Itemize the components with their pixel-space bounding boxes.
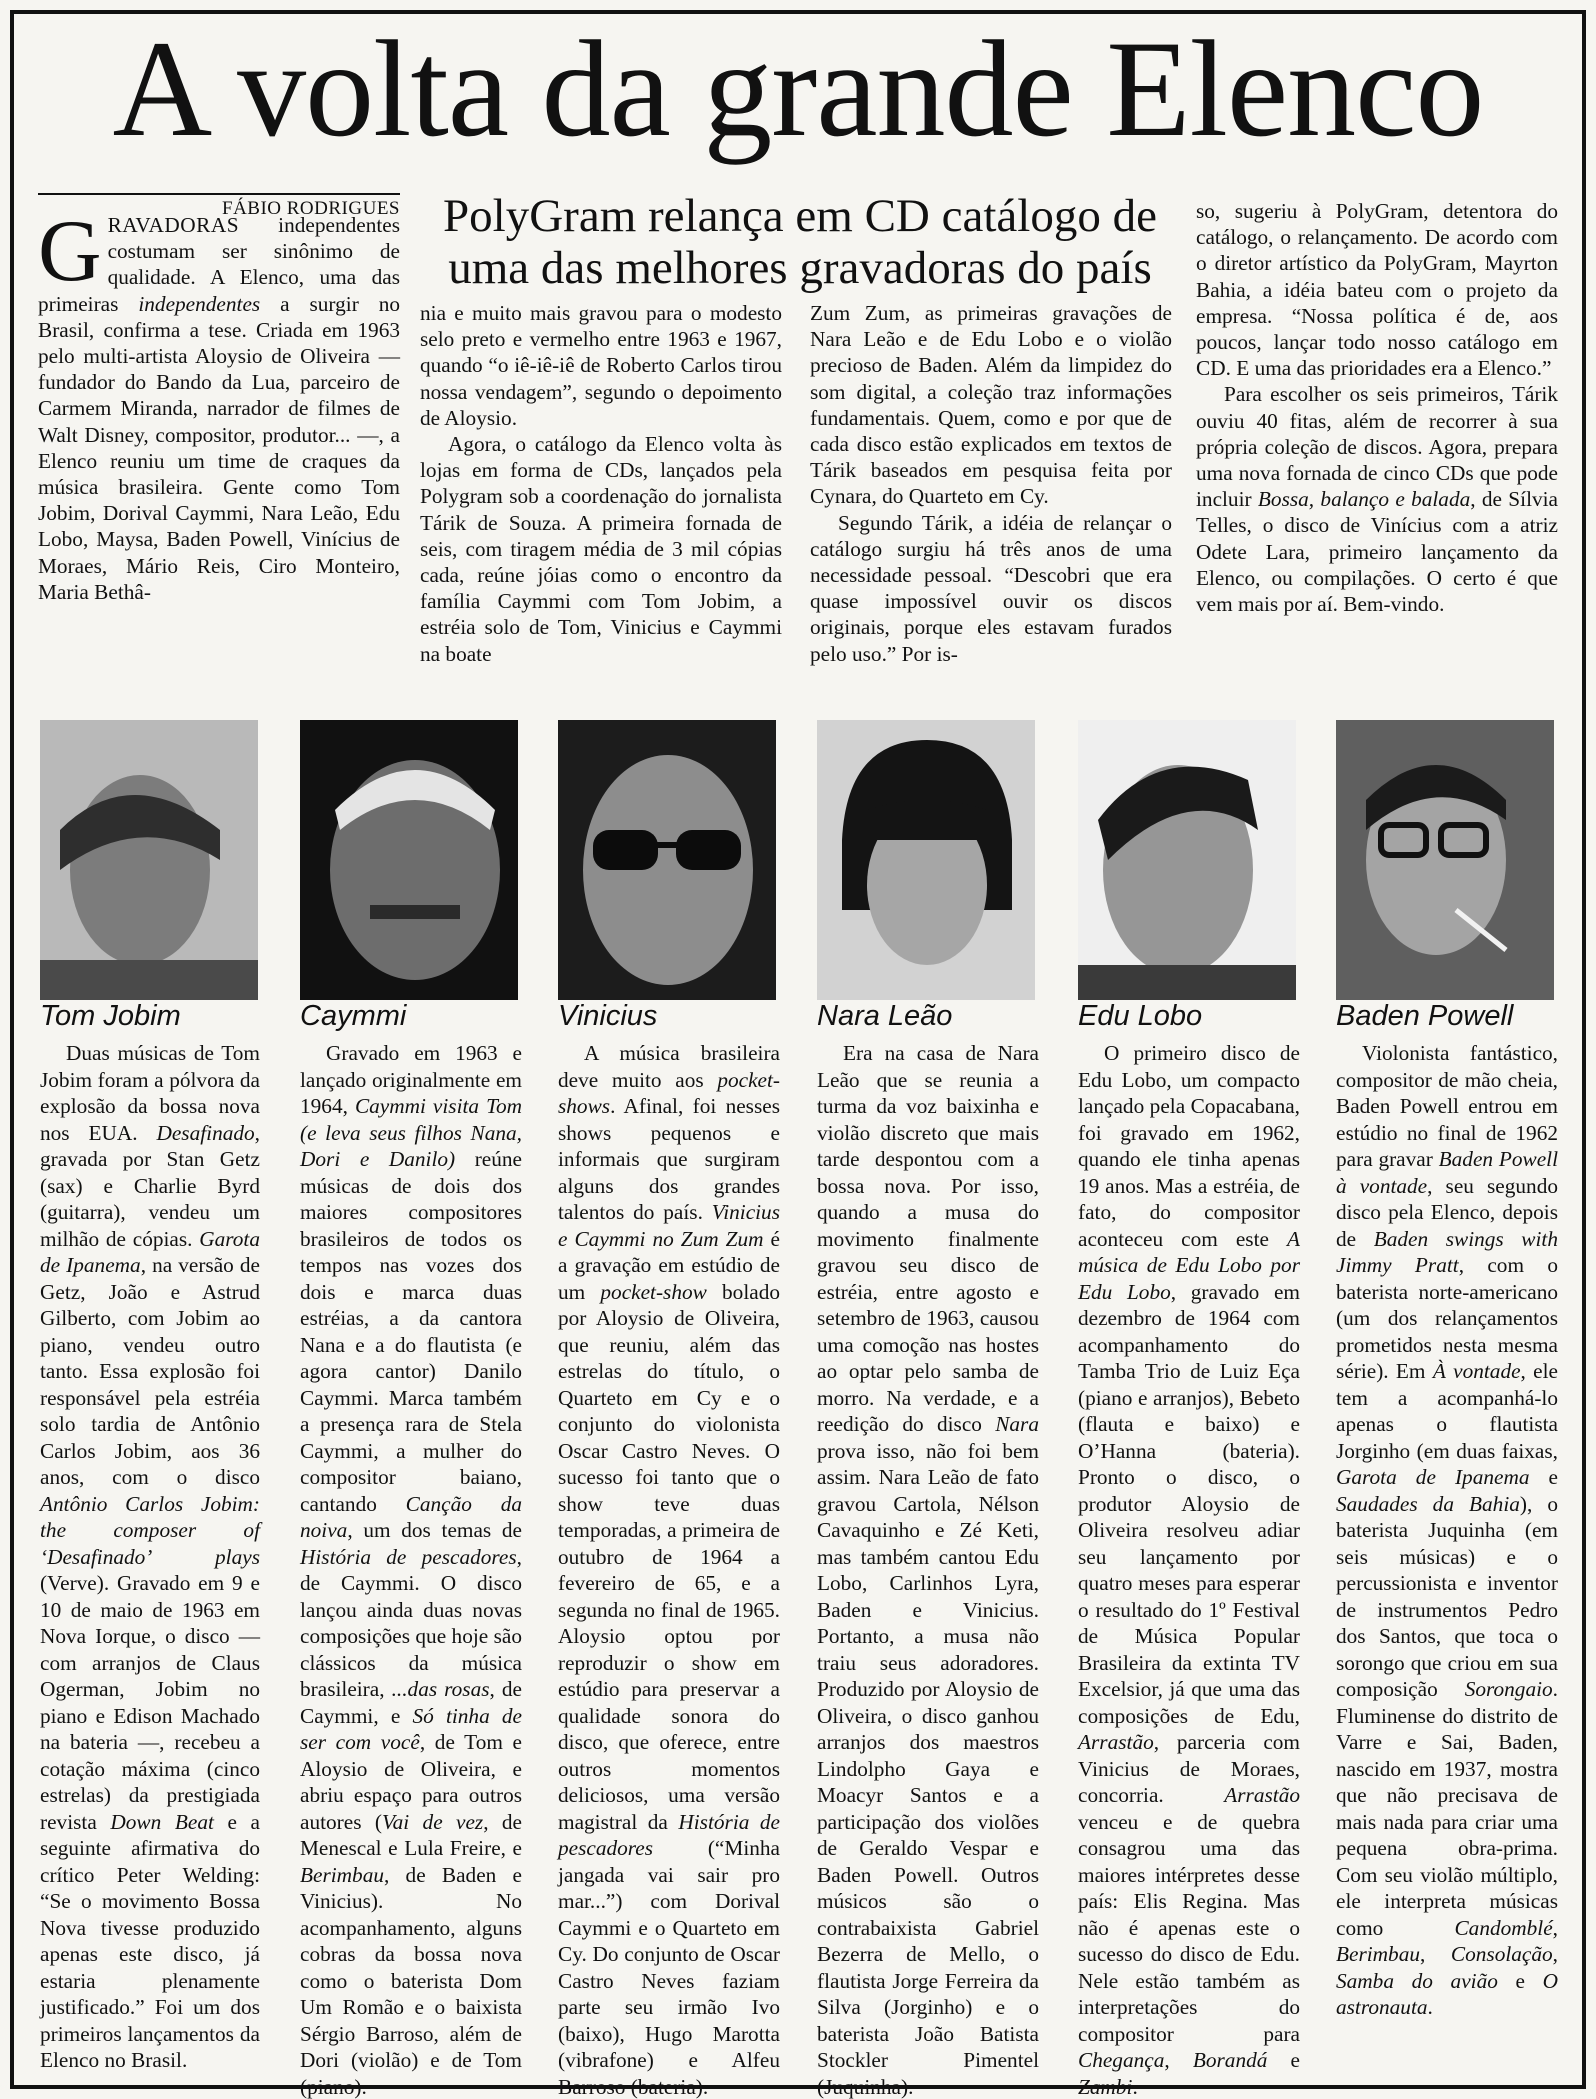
caption-vinicius: Vinicius — [558, 1000, 658, 1032]
caption-edu-lobo: Edu Lobo — [1078, 1000, 1203, 1032]
baden-powell-photo — [1336, 720, 1554, 1000]
profile-paragraph: Violonista fantástico, compositor de mão cheia, Baden Powell entrou em estúdio no final de 1962 para gravar Baden Powell à vontade, seu segundo disco pela Elenco, depois de Baden swings with Jimmy Pratt, com o baterista norte-americano (um dos relançamentos prometidos nesta mesma série). Em À vontade, ele tem a acompanhá-lo apenas o flautista Jorginho (em duas faixas, Garota de Ipanema e Saudades da Bahia), o baterista Juquinha (em seis músicas) e o percussionista e inventor de instrumentos Pedro dos Santos, que toca o sorongo que criou em sua composição Sorongaio. Fluminense do distrito de Varre e Sai, Baden, nascido em 1937, mostra que não precisava de mais nada para criar uma pequena obra-prima. Com seu violão múltiplo, ele interpreta músicas como Candomblé, Berimbau, Consolação, Samba do avião e O astronauta. — [1336, 1041, 1559, 2019]
article-paragraph: so, sugeriu à PolyGram, detentora do catálogo, o relançamento. De acordo com o diretor artístico da PolyGram, Mayrton Bahia, a idéia bateu com o projeto da empresa. “Nossa política é de, aos poucos, lançar todo nosso catálogo em CD. E uma das prioridades era a Elenco.” — [1196, 199, 1558, 381]
byline: FÁBIO RODRIGUES — [222, 198, 400, 219]
article-paragraph: Agora, o catálogo da Elenco volta às lojas em forma de CDs, lançados pela Polygram sob a coordenação do jornalista Tárik de Souza. A primeira fornada de seis, com tiragem média de 3 mil cópias cada, reúne jóias como o encontro da família Caymmi com Tom Jobim, a estréia solo de Tom, Vinicius e Caymmi na boate — [420, 432, 782, 666]
article-paragraph: Para escolher os seis primeiros, Tárik ouviu 40 fitas, além de recorrer à sua própria coleção de discos. Agora, prepara uma nova fornada de cinco CDs que pode incluir Bossa, balanço e balada, de Sílvia Telles, o disco de Vinícius com a atriz Odete Lara, primeiro lançamento da Elenco, ou compilações. O certo é que vem mais por aí. Bem-vindo. — [1196, 382, 1558, 617]
subtitle-line-2: uma das melhores gravadoras do país — [448, 242, 1152, 294]
subtitle-line-1: PolyGram relança em CD catálogo de — [443, 190, 1157, 242]
article-column-3 — [810, 300, 1172, 667]
article-column-2 — [420, 300, 782, 667]
profile-text-tom-jobim — [40, 1040, 260, 2074]
profile-text-caymmi — [300, 1040, 522, 2099]
profile-text-nara-leao — [817, 1040, 1039, 2099]
caption-caymmi: Caymmi — [300, 1000, 407, 1032]
article-paragraph: nia e muito mais gravou para o modesto selo preto e vermelho entre 1963 e 1967, quando “o iê-iê-iê de Roberto Carlos tirou nossa vendagem”, segundo o depoimento de Aloysio. — [420, 301, 782, 430]
caymmi-photo — [300, 720, 518, 1000]
caption-baden-powell: Baden Powell — [1336, 1000, 1514, 1032]
profile-text-edu-lobo — [1078, 1040, 1300, 2099]
profile-paragraph: Duas músicas de Tom Jobim foram a pólvora da explosão da bossa nova nos EUA. Desafinado, gravada por Stan Getz (sax) e Charlie Byrd (guitarra), vendeu um milhão de cópias. Garota de Ipanema, na versão de Getz, João e Astrud Gilberto, com Jobim ao piano, vendeu outro tanto. Essa explosão foi responsável pela estréia solo tardia de Antônio Carlos Jobim, aos 36 anos, com o disco Antônio Carlos Jobim: the composer of ‘Desafinado’ plays (Verve). Gravado em 9 e 10 de maio de 1963 em Nova Iorque, o disco — com arranjos de Claus Ogerman, Jobim no piano e Edison Machado na bateria —, recebeu a cotação máxima (cinco estrelas) da prestigiada revista Down Beat e a seguinte afirmativa do crítico Peter Welding: “Se o movimento Bossa Nova tivesse produzido apenas este disco, já estaria plenamente justificado.” Foi um dos primeiros lançamentos da Elenco no Brasil. — [40, 1041, 260, 2072]
tom-jobim-photo — [40, 720, 258, 1000]
article-column-4 — [1196, 198, 1558, 617]
caption-tom-jobim: Tom Jobim — [40, 1000, 181, 1032]
profile-paragraph: O primeiro disco de Edu Lobo, um compacto lançado pela Copacabana, foi gravado em 1962, quando ele tinha apenas 19 anos. Mas a estréia, de fato, do compositor aconteceu com este A música de Edu Lobo por Edu Lobo, gravado em dezembro de 1964 com acompanhamento do Tamba Trio de Luiz Eça (piano e arranjos), Bebeto (flauta e baixo) e O’Hanna (bateria). Pronto o disco, o produtor Aloysio de Oliveira resolveu adiar seu lançamento por quatro meses para esperar o resultado do 1º Festival de Música Popular Brasileira da extinta TV Excelsior, já que uma das composições de Edu, Arrastão, parceria com Vinicius de Moraes, concorria. Arrastão venceu e de quebra consagrou uma das maiores intérpretes desse país: Elis Regina. Mas não é apenas este o sucesso do disco de Edu. Nele estão também as interpretações do compositor para Chegança, Borandá e Zambi. — [1078, 1041, 1300, 2099]
article-paragraph: Zum Zum, as primeiras gravações de Nara Leão e de Edu Lobo e o violão precioso de Baden. Além da limpidez do som digital, a coleção traz informações fundamentais. Quem, como e por que de cada disco estão explicados em textos de Tárik baseados em pesquisa feita por Cynara, do Quarteto em Cy. — [810, 301, 1172, 509]
byline-rule — [38, 193, 400, 195]
article-paragraph: Segundo Tárik, a idéia de relançar o catálogo surgiu há três anos de uma necessidade pessoal. “Descobri que era quase impossível ouvir os discos originais, porque eles estavam furados pelo uso.” Por is- — [810, 510, 1172, 666]
profile-text-baden-powell — [1336, 1040, 1558, 2021]
drop-cap: G — [38, 203, 102, 300]
nara-leao-photo — [817, 720, 1035, 1000]
profile-paragraph: Era na casa de Nara Leão que se reunia a turma da voz baixinha e violão discreto que mais tarde despontou com a bossa nova. Por isso, quando a musa do movimento finalmente gravou seu disco de estréia, entre agosto e setembro de 1963, causou uma comoção nas hostes ao optar pelo samba de morro. Na verdade, e a reedição do disco Nara prova isso, não foi bem assim. Nara Leão de fato gravou Cartola, Nélson Cavaquinho e Zé Keti, mas também cantou Edu Lobo, Carlinhos Lyra, Baden e Vinicius. Portanto, a musa não traiu seus adoradores. Produzido por Aloysio de Oliveira, o disco ganhou arranjos dos maestros Lindolpho Gaya e Moacyr Santos e a participação dos violões de Geraldo Vespar e Baden Powell. Outros músicos são o contrabaixista Gabriel Bezerra de Mello, o flautista Jorge Ferreira da Silva (Jorginho) e o baterista João Batista Stockler Pimentel (Juquinha). — [817, 1041, 1039, 2099]
lead-word: RAVADORAS — [107, 213, 240, 237]
edu-lobo-photo — [1078, 720, 1296, 1000]
profile-text-vinicius — [558, 1040, 780, 2099]
profile-paragraph: A música brasileira deve muito aos pocket-shows. Afinal, foi nesses shows pequenos e informais que surgiram alguns dos grandes talentos do país. Vinicius e Caymmi no Zum Zum é a gravação em estúdio de um pocket-show bolado por Aloysio de Oliveira, que reuniu, além das estrelas do título, o Quarteto em Cy e o conjunto do violonista Oscar Castro Neves. O sucesso foi tanto que o show teve duas temporadas, a primeira de outubro de 1964 a fevereiro de 65, e a segunda no final de 1965. Aloysio optou por reproduzir o show em estúdio para preservar a qualidade sonora do disco, que oferece, entre outros momentos deliciosos, uma versão magistral da História de pescadores (“Minha jangada vai sair pro mar...”) com Dorival Caymmi e o Quarteto em Cy. Do conjunto de Oscar Castro Neves faziam parte seu irmão Ivo (baixo), Hugo Marotta (vibrafone) e Alfeu Barroso (bateria). — [558, 1041, 780, 2099]
vinicius-photo — [558, 720, 776, 1000]
headline: A volta da grande Elenco — [112, 12, 1484, 165]
article-text: independentes costumam ser sinônimo de qualidade. A Elenco, uma das primeiras independentes a surgir no Brasil, confirma a tese. Criada em 1963 pelo multi-artista Aloysio de Oliveira — fundador do Bando da Lua, parceiro de Carmem Miranda, narrador de filmes de Walt Disney, compositor, produtor... —, a Elenco reuniu um time de craques da música brasileira. Gente como Tom Jobim, Dorival Caymmi, Nara Leão, Edu Lobo, Maysa, Baden Powell, Vinícius de Moraes, Mário Reis, Ciro Monteiro, Maria Bethâ- — [38, 213, 401, 604]
profile-paragraph: Gravado em 1963 e lançado originalmente em 1964, Caymmi visita Tom (e leva seus filhos Nana, Dori e Danilo) reúne músicas de dois dos maiores compositores brasileiros de todos os tempos nas vozes dos dois e marca duas estréias, a da cantora Nana e a do flautista (e agora cantor) Danilo Caymmi. Marca também a presença rara de Stela Caymmi, a mulher do compositor baiano, cantando Canção da noiva, um dos temas de História de pescadores, de Caymmi. O disco lançou ainda duas novas composições que hoje são clássicos da música brasileira, ...das rosas, de Caymmi, e Só tinha de ser com você, de Tom e Aloysio de Oliveira, e abriu espaço para outros autores (Vai de vez, de Menescal e Lula Freire, e Berimbau, de Baden e Vinicius). No acompanhamento, alguns cobras da bossa nova como o baterista Dom Um Romão e o baixista Sérgio Barroso, além de Dori (violão) e de Tom (piano). — [300, 1041, 523, 2099]
subtitle — [420, 190, 1180, 294]
caption-nara-leao: Nara Leão — [817, 1000, 953, 1032]
